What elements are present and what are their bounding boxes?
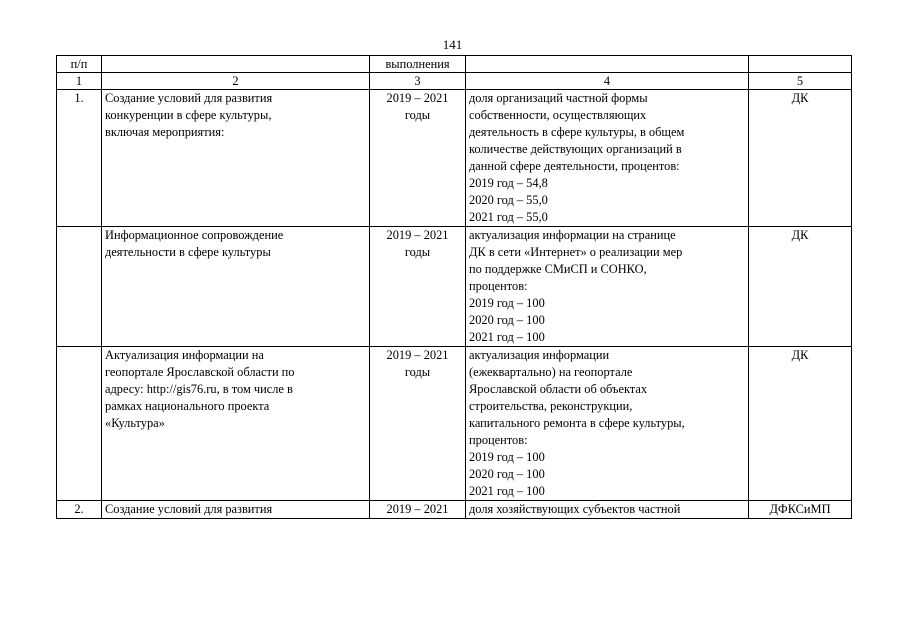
measure-cell: [102, 347, 370, 501]
indicator-line: собственности, осуществляющих: [469, 108, 647, 122]
measure-line: деятельности в сфере культуры: [105, 245, 271, 259]
table-row: [57, 90, 852, 227]
indicator-line: актуализация информации: [469, 348, 610, 362]
header-cell: [102, 56, 370, 73]
measure-line: «Культура»: [105, 416, 165, 430]
indicator-line: данной сфере деятельности, процентов:: [469, 159, 680, 173]
indicator-line: капитального ремонта в сфере культуры,: [469, 416, 685, 430]
indicator-line: 2019 год – 100: [469, 296, 545, 310]
indicator-cell: [466, 501, 749, 519]
measure-cell: [102, 227, 370, 347]
column-number: 3: [370, 73, 466, 90]
period-cell: [370, 501, 466, 519]
indicator-line: доля хозяйствующих субъектов частной: [469, 502, 681, 516]
row-number: [57, 227, 102, 347]
indicator-line: процентов:: [469, 433, 528, 447]
period-cell: [370, 90, 466, 227]
column-number: 4: [466, 73, 749, 90]
row-number: [57, 347, 102, 501]
header-cell: [749, 56, 852, 73]
measure-cell: [102, 501, 370, 519]
indicator-line: 2021 год – 100: [469, 484, 545, 498]
header-cell: [466, 56, 749, 73]
header-cell: п/п: [57, 56, 102, 73]
page-number: 141: [442, 37, 463, 52]
indicator-line: (ежеквартально) на геопортале: [469, 365, 633, 379]
executor-cell: ДК: [749, 347, 852, 501]
indicator-line: по поддержке СМиСП и СОНКО,: [469, 262, 647, 276]
indicator-line: 2021 год – 55,0: [469, 210, 548, 224]
measure-line: Создание условий для развития: [105, 91, 273, 105]
indicator-line: количестве действующих организаций в: [469, 142, 682, 156]
indicator-line: деятельность в сфере культуры, в общем: [469, 125, 685, 139]
row-number: 1.: [57, 90, 102, 227]
header-row-top: [57, 56, 852, 73]
period-line: годы: [404, 365, 431, 379]
indicator-line: доля организаций частной формы: [469, 91, 648, 105]
indicator-line: процентов:: [469, 279, 528, 293]
indicator-line: 2020 год – 100: [469, 467, 545, 481]
measure-line: Создание условий для развития: [105, 502, 273, 516]
indicator-line: 2020 год – 55,0: [469, 193, 548, 207]
measure-line: Информационное сопровождение: [105, 228, 284, 242]
row-number: 2.: [57, 501, 102, 519]
measure-line: Актуализация информации на: [105, 348, 264, 362]
indicator-line: 2021 год – 100: [469, 330, 545, 344]
header-cell: выполнения: [370, 56, 466, 73]
executor-cell: ДК: [749, 227, 852, 347]
column-number: 5: [749, 73, 852, 90]
measure-line: включая мероприятия:: [105, 125, 225, 139]
table-row: [57, 347, 852, 501]
indicator-cell: [466, 90, 749, 227]
table-row: [57, 227, 852, 347]
period-line: 2019 – 2021: [386, 228, 449, 242]
period-line: 2019 – 2021: [386, 502, 449, 516]
indicator-line: строительства, реконструкции,: [469, 399, 633, 413]
measure-line: рамках национального проекта: [105, 399, 270, 413]
period-cell: [370, 347, 466, 501]
indicator-cell: [466, 227, 749, 347]
period-line: 2019 – 2021: [386, 348, 449, 362]
measures-table: [56, 55, 852, 519]
indicator-line: 2019 год – 54,8: [469, 176, 548, 190]
period-line: годы: [404, 245, 431, 259]
measure-line: конкуренции в сфере культуры,: [105, 108, 272, 122]
column-number: 1: [57, 73, 102, 90]
indicator-line: 2020 год – 100: [469, 313, 545, 327]
period-cell: [370, 227, 466, 347]
column-number: 2: [102, 73, 370, 90]
measure-line: геопортале Ярославской области по: [105, 365, 295, 379]
measure-cell: [102, 90, 370, 227]
executor-cell: ДФКСиМП: [749, 501, 852, 519]
measure-line: адресу: http://gis76.ru, в том числе в: [105, 382, 293, 396]
table-row: [57, 501, 852, 519]
period-line: годы: [404, 108, 431, 122]
indicator-line: Ярославской области об объектах: [469, 382, 648, 396]
indicator-line: актуализация информации на странице: [469, 228, 676, 242]
indicator-cell: [466, 347, 749, 501]
indicator-line: 2019 год – 100: [469, 450, 545, 464]
header-row-numbers: [57, 73, 852, 90]
indicator-line: ДК в сети «Интернет» о реализации мер: [469, 245, 683, 259]
executor-cell: ДК: [749, 90, 852, 227]
period-line: 2019 – 2021: [386, 91, 449, 105]
